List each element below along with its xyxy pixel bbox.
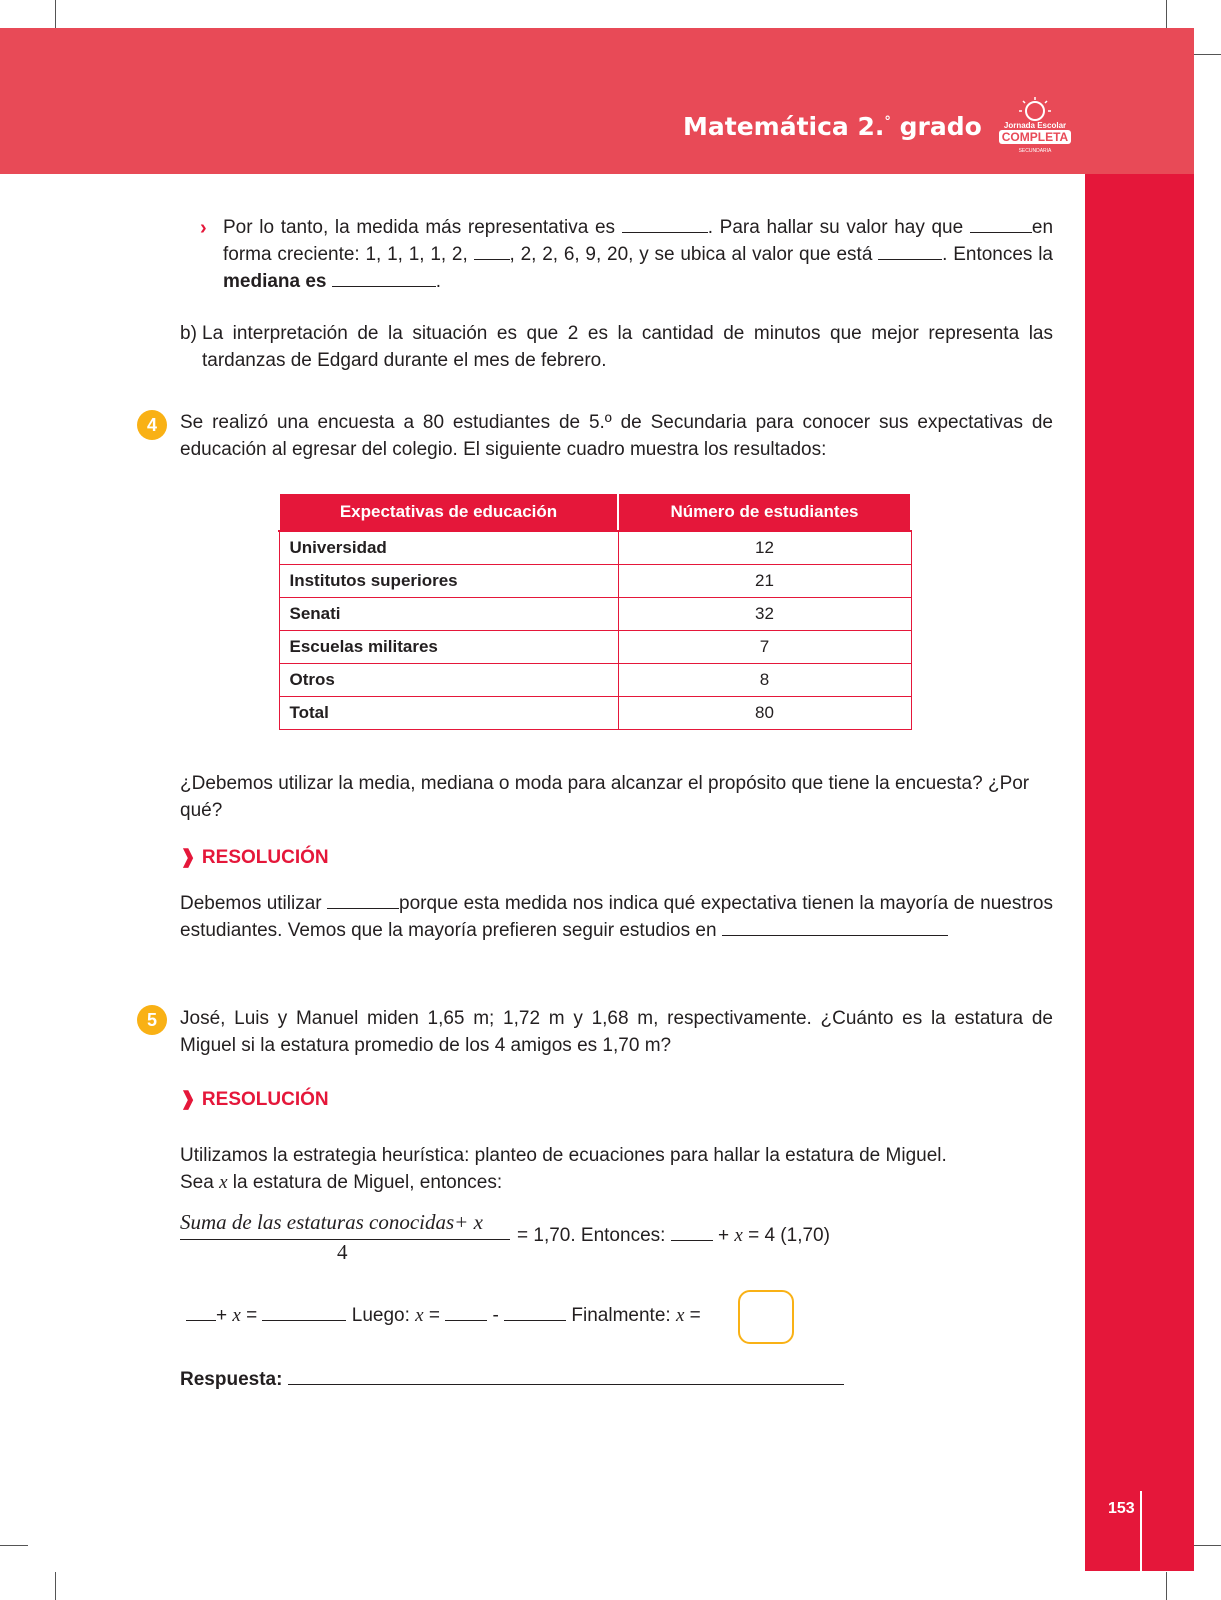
crop-mark (1166, 0, 1167, 28)
crop-mark (1194, 54, 1221, 55)
equation-1: = 1,70. Entonces: + x = 4 (1,70) (517, 1222, 830, 1249)
page-number: 153 (1108, 1500, 1135, 1517)
table-row: Senati 32 (279, 598, 911, 631)
question-4-text: Se realizó una encuesta a 80 estudiantes de 5.º de Secundaria para conocer sus expectativas de educación al egresar del colegio. El siguiente cuadro muestra los resultados: (180, 412, 1053, 460)
logo-line1: Jornada Escolar (1003, 121, 1067, 130)
table-row: Institutos superiores 21 (279, 565, 911, 598)
expectations-table (278, 492, 912, 730)
crop-mark (55, 0, 56, 28)
item-b-text: La interpretación de la situación es que 2 es la cantidad de minutos que mejor representa las tardanzas de Edgard durante el mes de febrero. (202, 323, 1053, 371)
fraction-denominator: 4 (337, 1240, 348, 1264)
logo-line2: COMPLETA (1001, 130, 1069, 144)
table-row: Escuelas militares 7 (279, 631, 911, 664)
fraction-numerator: Suma de las estaturas conocidas+ x (180, 1210, 483, 1234)
answer-box[interactable] (738, 1290, 794, 1344)
resolution-heading: ❱ RESOLUCIÓN (180, 847, 329, 868)
item-b-label: b) (180, 323, 197, 344)
resolution-line-1: Utilizamos la estrategia heurística: planteo de ecuaciones para hallar la estatura de Miguel. (180, 1145, 947, 1166)
table-header: Expectativas de educación (279, 493, 618, 531)
resolution-heading: ❱ RESOLUCIÓN (180, 1089, 329, 1110)
chevron-right-icon: › (200, 217, 207, 239)
table-row: Total 80 (279, 697, 911, 730)
question-number-badge: 5 (137, 1005, 167, 1035)
logo-line3: SECUNDARIA (1018, 148, 1052, 154)
crop-mark (0, 1545, 28, 1546)
question-4-answer: Debemos utilizar porque esta medida nos indica qué expectativa tienen la mayoría de nuestros estudiantes. Vemos que la mayoría prefieren seguir estudios en (180, 890, 1053, 944)
bullet-paragraph: Por lo tanto, la medida más representativa es . Para hallar su valor hay que en forma creciente: 1, 1, 1, 1, 2, , 2, 2, 6, 9, 20, y se ubica al valor que está . Entonces la mediana es . (223, 214, 1053, 295)
table-header: Número de estudiantes (618, 493, 911, 531)
crop-mark (1166, 1572, 1167, 1600)
question-5-text: José, Luis y Manuel miden 1,65 m; 1,72 m y 1,68 m, respectivamente. ¿Cuánto es la estatura de Miguel si la estatura promedio de los 4 amigos es 1,70 m? (180, 1008, 1053, 1056)
page-header-title: Matemática 2.° grado (683, 112, 982, 141)
equation-2: + x = Luego: x = - Finalmente: x = (186, 1302, 701, 1329)
average-fraction (180, 1210, 510, 1265)
side-strip (1085, 174, 1194, 1571)
respuesta-line: Respuesta: (180, 1366, 844, 1393)
crop-mark (55, 1572, 56, 1600)
jornada-escolar-logo (995, 95, 1075, 157)
table-row: Otros 8 (279, 664, 911, 697)
resolution-line-2: Sea x la estatura de Miguel, entonces: (180, 1172, 503, 1193)
crop-mark (1194, 1545, 1221, 1546)
table-row: Universidad 12 (279, 531, 911, 565)
question-4-prompt: ¿Debemos utilizar la media, mediana o moda para alcanzar el propósito que tiene la encuesta? ¿Por qué? (180, 773, 1030, 821)
question-number-badge: 4 (137, 410, 167, 440)
